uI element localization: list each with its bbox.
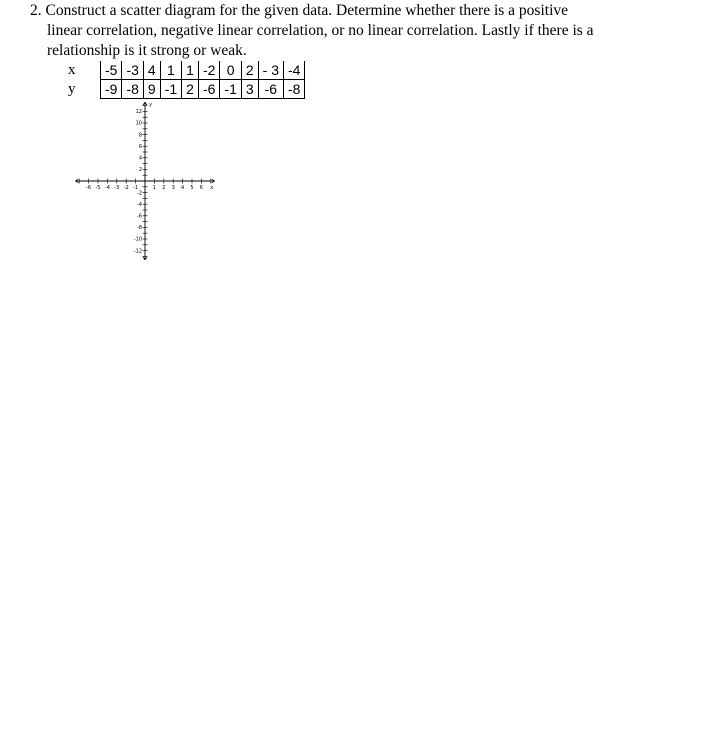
y-tick-label: 4 (138, 155, 142, 162)
x-cell: - 3 (258, 61, 283, 80)
y-tick-label: 10 (135, 120, 142, 127)
y-tick-label: -12 (133, 248, 142, 255)
x-cell: -3 (122, 61, 143, 80)
y-cell: 3 (241, 80, 258, 99)
row-label-x: x (68, 61, 76, 78)
x-tick-label: 4 (181, 185, 185, 191)
y-cell: -9 (101, 80, 122, 99)
x-tick-label: -3 (114, 185, 120, 191)
x-cell: 1 (182, 61, 199, 80)
y-tick-label: -6 (137, 213, 142, 220)
x-cell: 1 (160, 61, 181, 80)
y-axis-letter: y (149, 102, 152, 109)
y-cell: -8 (284, 80, 305, 99)
x-tick-label: 6 (199, 185, 203, 191)
y-tick-label: -2 (137, 190, 142, 197)
x-tick-label: 2 (162, 185, 166, 191)
coordinate-grid-svg[interactable] (60, 102, 230, 260)
question-line-2: linear correlation, negative linear correlation, or no linear correlation. Lastly if there is a (47, 22, 594, 39)
y-cell: 9 (143, 80, 160, 99)
y-tick-label: 12 (135, 109, 142, 116)
question-line-1: 2. Construct a scatter diagram for the given data. Determine whether there is a positive (30, 2, 569, 19)
x-tick-label: -2 (123, 185, 129, 191)
y-cell: -1 (220, 80, 241, 99)
y-cell: 2 (182, 80, 199, 99)
x-tick-label: 5 (190, 185, 194, 191)
table-row-y (64, 80, 305, 99)
x-tick-label: -5 (95, 185, 101, 191)
x-cell: -2 (198, 61, 219, 80)
x-tick-label: 3 (171, 185, 175, 191)
coordinate-grid[interactable] (60, 102, 230, 260)
data-table (64, 61, 305, 99)
x-tick-label: -6 (86, 185, 92, 191)
x-tick-label: 1 (152, 185, 156, 191)
question-line-3: relationship is it strong or weak. (47, 42, 247, 59)
row-label-y: y (68, 80, 76, 97)
x-tick-label: -1 (133, 185, 139, 191)
question-text (30, 1, 695, 61)
y-tick-label: 8 (138, 132, 142, 139)
x-tick-label: -4 (104, 185, 110, 191)
x-cell: 2 (241, 61, 258, 80)
y-cell: -6 (198, 80, 219, 99)
y-cell: -1 (160, 80, 181, 99)
y-cell: -8 (122, 80, 143, 99)
y-tick-label: -8 (137, 225, 142, 232)
y-tick-label: 6 (138, 143, 142, 150)
x-cell: -5 (101, 61, 122, 80)
x-cell: 4 (143, 61, 160, 80)
x-axis-letter: x (210, 185, 214, 191)
x-cell: 0 (220, 61, 241, 80)
table-row-x (64, 61, 305, 80)
y-cell: -6 (258, 80, 283, 99)
y-tick-label: -4 (137, 201, 142, 208)
y-tick-label: -10 (133, 236, 142, 243)
x-cell: -4 (284, 61, 305, 80)
y-tick-label: 2 (138, 167, 142, 174)
